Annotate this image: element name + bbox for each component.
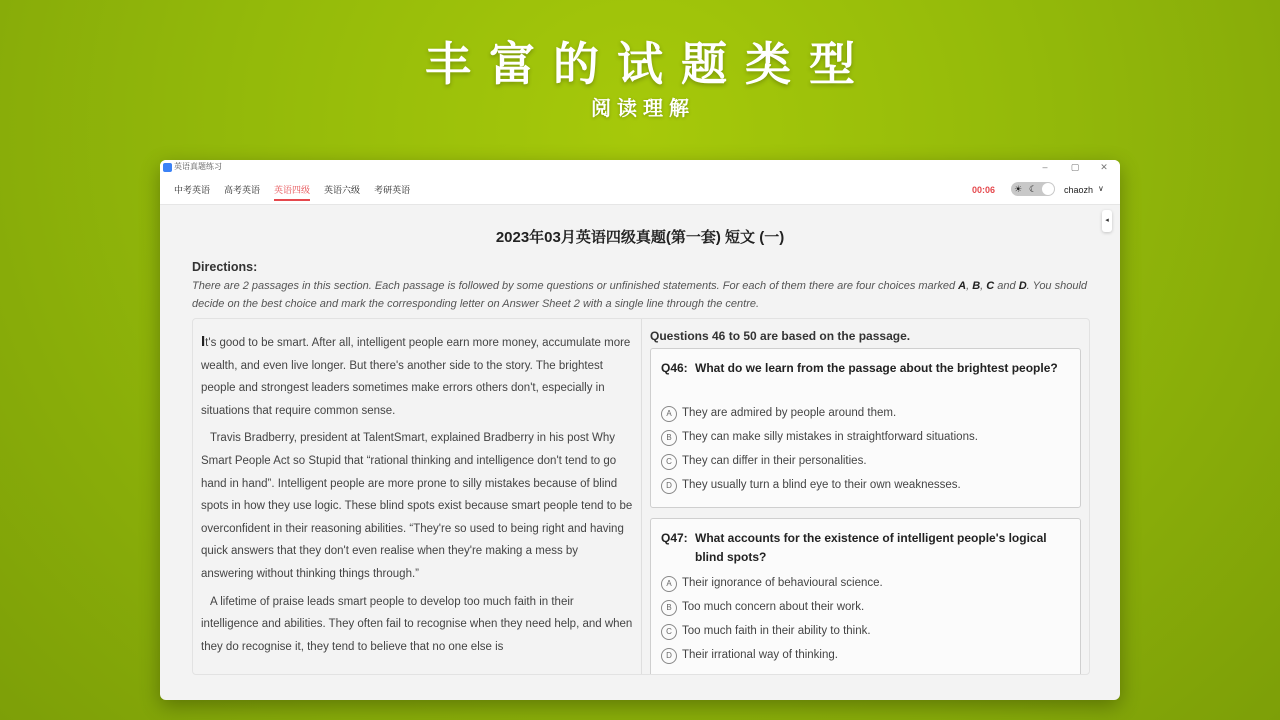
timer: 00:06 — [972, 185, 996, 195]
option-letter: B — [661, 600, 677, 616]
tab-gaokao[interactable]: 高考英语 — [224, 185, 261, 195]
directions-text-part: There are 2 passages in this section. Each passage is followed by some questions or unfinished statements. For each of them there are four choices marked — [192, 280, 959, 292]
passage-panel[interactable] — [193, 319, 642, 674]
exam-title: 2023年03月英语四级真题(第一套) 短文 (一) — [495, 229, 785, 246]
passage-paragraph: A lifetime of praise leads smart people to develop too much faith in their intelligence and abilities. They often fail to recognise when they need help, and when they do recognise it, they tend to believe that no one else is — [201, 595, 633, 653]
option-text: Too much faith in their ability to think. — [682, 625, 871, 637]
directions-label: Directions: — [192, 260, 258, 274]
questions-intro: Questions 46 to 50 are based on the passage. — [650, 329, 911, 343]
user-menu[interactable]: chaozh — [1064, 185, 1094, 195]
banner-subtitle: 阅读理解 — [591, 96, 695, 120]
question-text: What accounts for the existence of intelligent people's logical blind spots? — [695, 531, 1047, 564]
option-letter: D — [661, 648, 677, 664]
choice-marker-c: C — [986, 280, 995, 292]
drop-cap: I — [201, 333, 206, 350]
question-number: Q47: — [661, 531, 688, 545]
sun-icon: ☀ — [1014, 184, 1023, 194]
separator: and — [994, 280, 1019, 292]
option-text: They can differ in their personalities. — [682, 455, 867, 467]
questions-panel[interactable] — [642, 319, 1089, 674]
option-text: Their irrational way of thinking. — [682, 649, 838, 661]
tab-cet4[interactable]: 英语四级 — [274, 184, 310, 201]
option-text: Too much concern about their work. — [682, 601, 865, 613]
theme-toggle[interactable] — [1011, 182, 1055, 196]
tab-kaoyan[interactable]: 考研英语 — [374, 185, 411, 195]
directions-text — [192, 277, 1092, 313]
option-letter: A — [661, 406, 677, 422]
option-text: They usually turn a blind eye to their own weaknesses. — [682, 479, 961, 491]
app-icon — [163, 163, 172, 172]
separator: , — [966, 280, 973, 292]
choice-marker-d: D — [1018, 280, 1027, 292]
question-card-q46 — [650, 348, 1081, 508]
title-bar — [160, 160, 1120, 205]
option-letter: B — [661, 430, 677, 446]
choice-marker-a: A — [958, 280, 967, 292]
directions-text-part: . You should decide on the best choice and mark the corresponding letter on Answer Sheet 2 with a single line through the centre. — [192, 280, 1088, 310]
option-letter: C — [661, 454, 677, 470]
exam-nav — [174, 184, 424, 201]
question-text: What do we learn from the passage about the brightest people? — [695, 361, 1058, 375]
app-title: 英语真题练习 — [174, 162, 222, 171]
option-text: Their ignorance of behavioural science. — [682, 577, 883, 589]
chevron-down-icon[interactable]: ∨ — [1098, 184, 1104, 193]
separator: , — [980, 280, 987, 292]
passage-paragraph — [193, 331, 641, 422]
paragraph-text: t's good to be smart. After all, intelligent people earn more money, accumulate more wealth, and even live longer. But there's another side to the story. The brightest people and strongest leaders sometimes make errors others don't, especially in situations that require common sense. — [201, 337, 631, 417]
passage-paragraph: Travis Bradberry, president at TalentSmart, explained Bradberry in his post Why Smart People Act so Stupid that “rational thinking and intelligence don't tend to go hand in hand”. Intelligent people are more prone to silly mistakes because of blind spots in how they use logic. These blind spots exist because smart people tend to be overconfident in their reasoning abilities. “They're so used to being right and having quick answers that they don't even realise when they're making a mess by answering without thinking things through.” — [201, 432, 633, 580]
exam-content — [192, 318, 1090, 675]
minimize-button[interactable]: – — [1042, 162, 1048, 172]
option-letter: C — [661, 624, 677, 640]
app-window — [160, 160, 1120, 700]
option-text: They can make silly mistakes in straightforward situations. — [682, 431, 978, 443]
option-letter: A — [661, 576, 677, 592]
tab-zhongkao[interactable]: 中考英语 — [174, 185, 211, 195]
tab-cet6[interactable]: 英语六级 — [324, 185, 361, 195]
option-text: They are admired by people around them. — [682, 407, 897, 419]
banner-title: 丰富的试题类型 — [425, 37, 873, 91]
choice-marker-b: B — [972, 280, 981, 292]
option-letter: D — [661, 478, 677, 494]
question-number: Q46: — [661, 361, 688, 375]
maximize-button[interactable]: ▢ — [1070, 162, 1080, 172]
sidebar-toggle-button[interactable]: ◂ — [1102, 210, 1112, 232]
toggle-knob — [1042, 183, 1054, 195]
moon-icon: ☾ — [1029, 184, 1038, 194]
question-card-q47 — [650, 518, 1081, 674]
close-button[interactable]: ✕ — [1100, 162, 1108, 172]
